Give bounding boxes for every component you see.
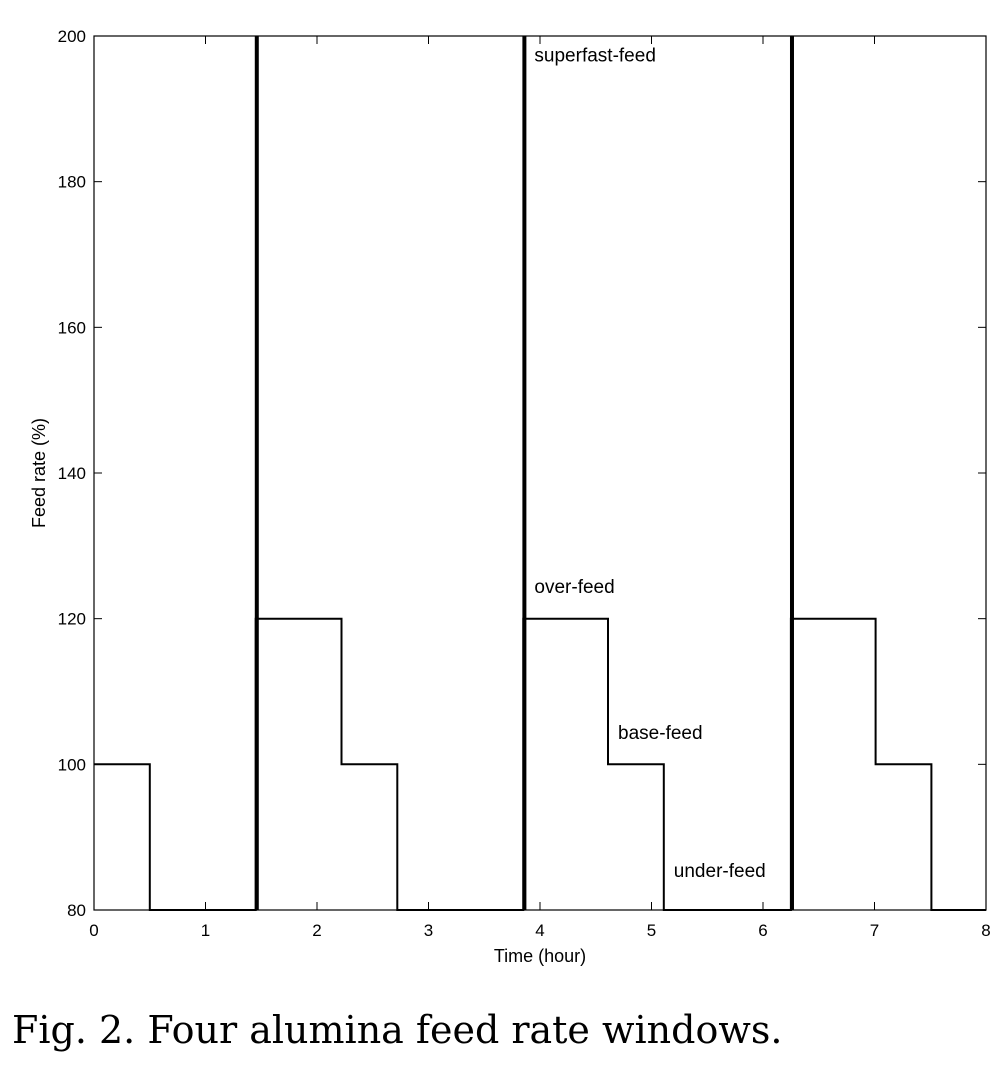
- axis-ticks: [94, 36, 986, 910]
- x-tick-label: 3: [423, 921, 434, 940]
- series-layer: [94, 36, 986, 910]
- x-axis-label: Time (hour): [493, 946, 587, 966]
- y-tick-label: 100: [57, 755, 86, 775]
- annotations: [534, 45, 765, 882]
- y-tick-label: 140: [57, 464, 86, 483]
- x-tick-label: 5: [646, 921, 657, 940]
- x-tick-label: 7: [869, 921, 880, 940]
- y-tick-label: 160: [57, 318, 86, 338]
- y-axis-label: Feed rate (%): [29, 417, 49, 529]
- x-tick-label: 0: [89, 921, 99, 940]
- y-tick-label: 80: [67, 901, 86, 920]
- x-tick-label: 8: [981, 921, 991, 940]
- plot-frame: [94, 36, 986, 910]
- feed-rate-line: [94, 619, 986, 910]
- x-tick-label: 4: [535, 921, 545, 940]
- x-tick-label: 1: [200, 921, 211, 940]
- annotation-under-feed: under-feed: [673, 861, 766, 883]
- annotation-superfast-feed: superfast-feed: [534, 45, 656, 67]
- y-tick-label: 200: [57, 27, 86, 46]
- annotation-base-feed: base-feed: [618, 722, 703, 744]
- annotation-over-feed: over-feed: [534, 577, 615, 599]
- x-tick-label: 2: [312, 921, 322, 940]
- y-tick-label: 180: [57, 172, 86, 192]
- x-tick-label: 6: [758, 921, 768, 940]
- y-tick-label: 120: [57, 609, 86, 629]
- figure-caption: Fig. 2. Four alumina feed rate windows.: [12, 1008, 783, 1052]
